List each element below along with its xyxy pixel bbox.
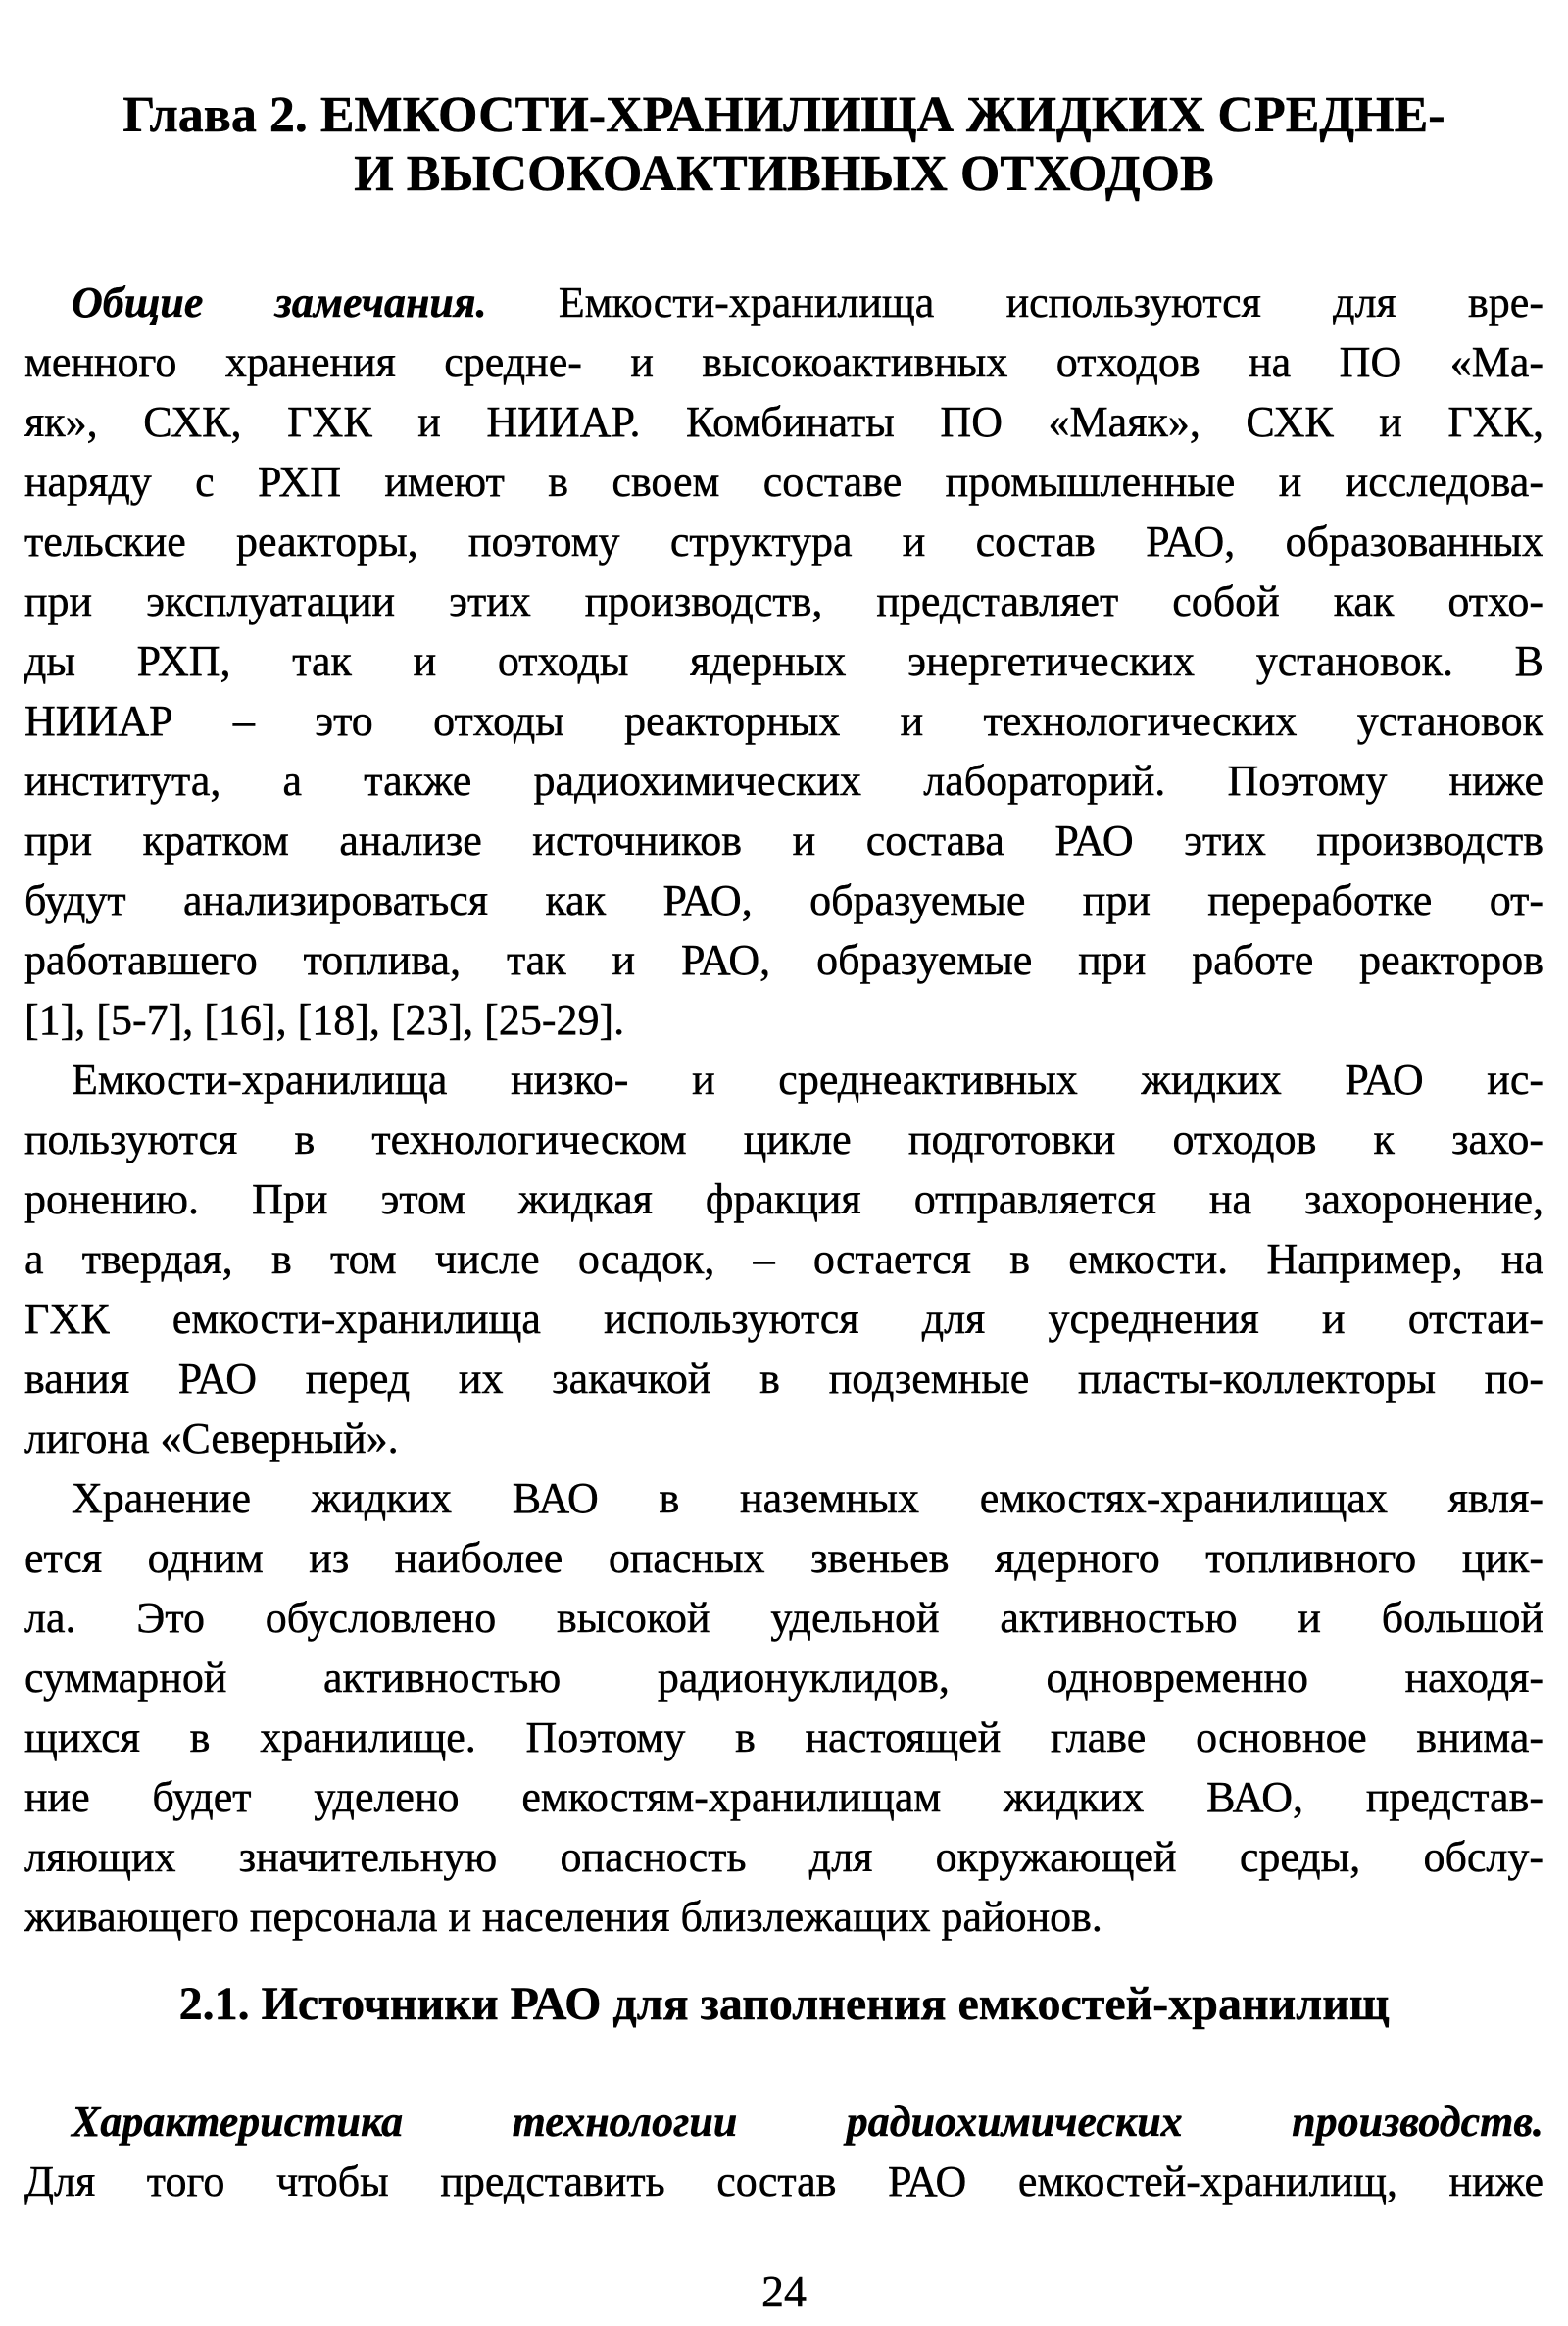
body-text-block — [24, 272, 1544, 1947]
text-line: Для того чтобы представить состав РАО емкостей-хранилищ, ниже — [24, 2157, 1544, 2205]
text-line: наряду с РХП имеют в своем составе промышленные и исследова- — [24, 458, 1544, 506]
paragraph — [24, 1468, 1544, 1947]
text-line: при кратком анализе источников и состава РАО этих производств — [24, 817, 1544, 865]
chapter-title-line-2: И ВЫСОКОАКТИВНЫХ ОТХОДОВ — [354, 146, 1214, 202]
text-line: ГХК емкости-хранилища используются для усреднения и отстаи- — [24, 1295, 1544, 1343]
text-line: живающего персонала и населения близлежащих районов. — [24, 1893, 1102, 1941]
text-line: ла. Это обусловлено высокой удельной активностью и большой — [24, 1594, 1544, 1642]
text-line: Хранение жидких ВАО в наземных емкостях-хранилищах явля- — [72, 1474, 1544, 1522]
section-title: 2.1. Источники РАО для заполнения емкостей-хранилищ — [178, 1978, 1390, 2030]
text-line: будут анализироваться как РАО, образуемые при переработке от- — [24, 876, 1544, 924]
text-line — [24, 2092, 1544, 2152]
text-line: ды РХП, так и отходы ядерных энергетических установок. В — [24, 637, 1544, 685]
body-text-block — [24, 2092, 1544, 2211]
text-line: менного хранения средне- и высокоактивных отходов на ПО «Ма- — [24, 338, 1544, 386]
text-line: ние будет уделено емкостям-хранилищам жидких ВАО, представ- — [24, 1773, 1544, 1821]
text-line: лигона «Северный». — [24, 1414, 399, 1462]
text-line: работавшего топлива, так и РАО, образуемые при работе реакторов — [24, 936, 1544, 984]
paragraph-lead: Общие замечания. — [72, 278, 487, 326]
text-line: як», СХК, ГХК и НИИАР. Комбинаты ПО «Маяк», СХК и ГХК, — [24, 398, 1544, 446]
text-line: при эксплуатации этих производств, представляет собой как отхо- — [24, 577, 1544, 625]
paragraph — [24, 1050, 1544, 1468]
text-line: Емкости-хранилища низко- и среднеактивных жидких РАО ис- — [72, 1056, 1544, 1104]
chapter-title-line-1: Глава 2. ЕМКОСТИ-ХРАНИЛИЩА ЖИДКИХ СРЕДНЕ- — [122, 87, 1446, 143]
text-line: суммарной активностью радионуклидов, одновременно находя- — [24, 1654, 1544, 1702]
text-line: ронению. При этом жидкая фракция отправляется на захоронение, — [24, 1175, 1544, 1223]
text-line: щихся в хранилище. Поэтому в настоящей главе основное внима- — [24, 1713, 1544, 1761]
page-number: 24 — [761, 2266, 807, 2316]
text-line: НИИАР – это отходы реакторных и технологических установок — [24, 697, 1544, 745]
chapter-title — [24, 86, 1544, 204]
text-line: [1], [5-7], [16], [18], [23], [25-29]. — [24, 996, 625, 1044]
text-line: а твердая, в том числе осадок, – остается в емкости. Например, на — [24, 1235, 1544, 1283]
text-line: ляющих значительную опасность для окружающей среды, обслу- — [24, 1833, 1544, 1881]
text-line: института, а также радиохимических лабораторий. Поэтому ниже — [24, 757, 1544, 805]
paragraph — [24, 2092, 1544, 2211]
text-line: ется одним из наиболее опасных звеньев ядерного топливного цик- — [24, 1534, 1544, 1582]
text-line: Общие замечания. Емкости-хранилища используются для вре- — [72, 278, 1544, 326]
text-line: вания РАО перед их закачкой в подземные пласты-коллекторы по- — [24, 1355, 1544, 1403]
paragraph — [24, 272, 1544, 1050]
text-line: пользуются в технологическом цикле подготовки отходов к захо- — [24, 1115, 1544, 1163]
paragraph-lead: Характеристика технологии радиохимических производств. — [72, 2098, 1544, 2146]
text-line: тельские реакторы, поэтому структура и состав РАО, образованных — [24, 518, 1544, 566]
